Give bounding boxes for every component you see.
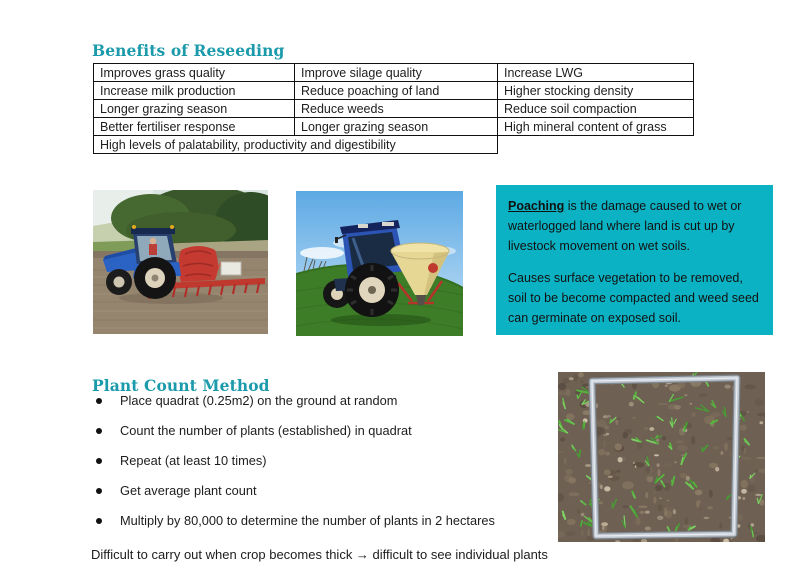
plant-count-bullet-list — [92, 392, 570, 542]
poaching-callout — [496, 185, 773, 335]
bullet-item — [92, 422, 570, 439]
callout-paragraph-1 — [508, 196, 761, 256]
callout-paragraph-2: Causes surface vegetation to be removed, soil to be become compacted and weed seed can germinate on exposed soil. — [508, 271, 759, 325]
table-cell: Longer grazing season — [94, 100, 295, 118]
bullet-item — [92, 482, 570, 499]
callout-text: is the damage caused to wet or waterlogged land where land is cut up by livestock movement on wet soils. — [508, 199, 742, 253]
table-cell: Improves grass quality — [94, 64, 295, 82]
table-cell: Improve silage quality — [295, 64, 498, 82]
table-row — [94, 136, 694, 154]
table-cell: Better fertiliser response — [94, 118, 295, 136]
table-cell: Longer grazing season — [295, 118, 498, 136]
bullet-dot-icon — [96, 518, 102, 524]
bullet-dot-icon — [96, 488, 102, 494]
table-cell: Reduce poaching of land — [295, 82, 498, 100]
table-cell-empty — [498, 136, 694, 154]
plant-count-heading: Plant Count Method — [92, 376, 270, 395]
table-row — [94, 64, 694, 82]
table-cell: High mineral content of grass — [498, 118, 694, 136]
benefits-table — [93, 63, 694, 154]
table-cell: Increase milk production — [94, 82, 295, 100]
bullet-dot-icon — [96, 428, 102, 434]
bullet-text: Multiply by 80,000 to determine the number of plants in 2 hectares — [120, 513, 495, 528]
bullet-item — [92, 392, 570, 409]
bullet-text: Count the number of plants (established) in quadrat — [120, 423, 412, 438]
bullet-text: Place quadrat (0.25m2) on the ground at random — [120, 393, 398, 408]
benefits-heading: Benefits of Reseeding — [92, 41, 285, 60]
table-cell: Increase LWG — [498, 64, 694, 82]
tractor-fertiliser-spreader-photo — [296, 191, 463, 336]
table-row — [94, 82, 694, 100]
callout-term: Poaching — [508, 199, 565, 213]
tractor-seed-harrow-photo — [93, 190, 268, 334]
table-cell: Reduce weeds — [295, 100, 498, 118]
table-cell-merged: High levels of palatability, productivity and digestibility — [94, 136, 498, 154]
bullet-item — [92, 512, 570, 529]
bullet-text: Get average plant count — [120, 483, 257, 498]
bullet-dot-icon — [96, 398, 102, 404]
table-row — [94, 118, 694, 136]
bullet-text: Repeat (at least 10 times) — [120, 453, 267, 468]
table-row — [94, 100, 694, 118]
table-cell: Reduce soil compaction — [498, 100, 694, 118]
table-cell: Higher stocking density — [498, 82, 694, 100]
quadrat-photo — [558, 372, 765, 542]
footer-note: Difficult to carry out when crop becomes thick → difficult to see individual plants — [91, 547, 548, 562]
bullet-item — [92, 452, 570, 469]
bullet-dot-icon — [96, 458, 102, 464]
